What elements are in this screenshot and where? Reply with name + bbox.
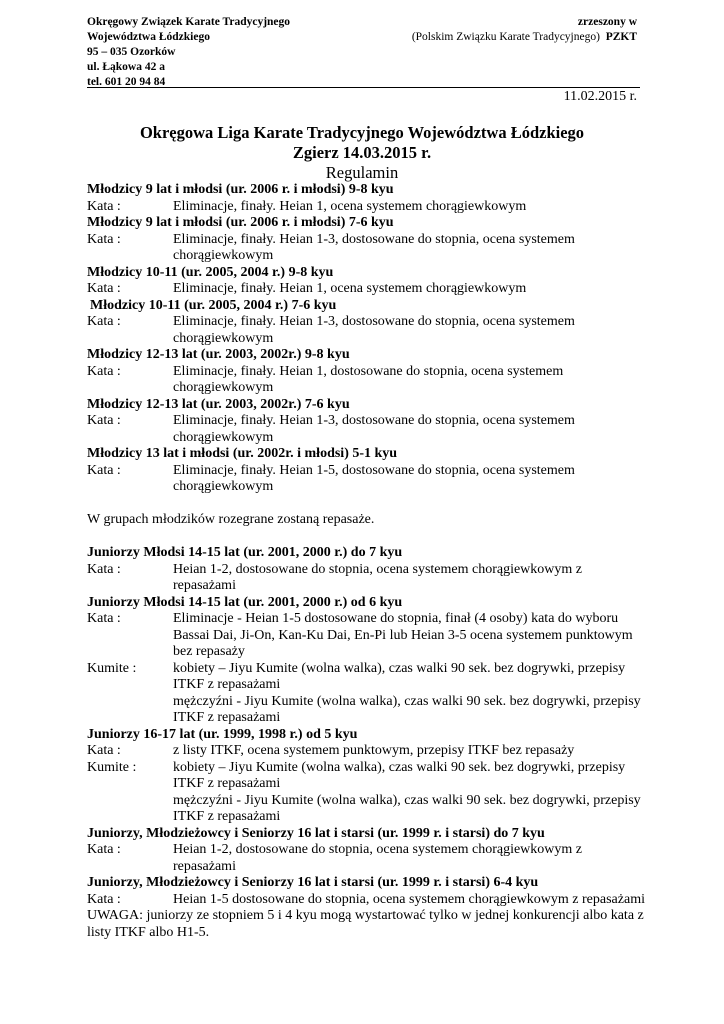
rule-row: [87, 743, 647, 760]
rule-row: [87, 463, 647, 496]
rule-row: [87, 661, 647, 694]
junior-groups: [87, 545, 647, 908]
rule-label: Kata :: [87, 743, 121, 758]
rule-text: Eliminacje, finały. Heian 1, dostosowane do stopnia, ocena systemem chorągiewkowym: [173, 363, 564, 395]
youth-groups: [87, 182, 647, 496]
rule-label: Kata :: [87, 281, 121, 296]
rule-label: Kata :: [87, 842, 121, 857]
category-title: Juniorzy, Młodzieżowcy i Seniorzy 16 lat i starsi (ur. 1999 r. i starsi) 6-4 kyu: [87, 875, 539, 890]
category-title: Młodzicy 12-13 lat (ur. 2003, 2002r.) 9-8 kyu: [87, 347, 350, 362]
rule-label: [87, 694, 173, 727]
warning-note: UWAGA: juniorzy ze stopniem 5 i 4 kyu mogą wystartować tylko w jednej konkurencji albo kata z listy ITKF albo H1-5.: [87, 908, 644, 940]
rule-label: Kata :: [87, 611, 121, 626]
affiliation-abbr: PZKT: [605, 31, 637, 43]
rule-label: Kata :: [87, 561, 121, 577]
repasaze-note: W grupach młodzików rozegrane zostaną repasaże.: [87, 512, 375, 527]
org-postal: 95 – 035 Ozorków: [87, 46, 176, 58]
category-title: Juniorzy Młodsi 14-15 lat (ur. 2001, 2000 r.) do 7 kyu: [87, 545, 403, 560]
rule-text: kobiety – Jiyu Kumite (wolna walka), czas walki 90 sek. bez dogrywki, przepisy ITKF z repasażami: [173, 660, 626, 692]
category-block: [87, 727, 647, 826]
category-block: [87, 446, 647, 496]
rule-text: mężczyźni - Jiyu Kumite (wolna walka), czas walki 90 sek. bez dogrywki, przepisy ITKF z repasażami: [173, 693, 641, 725]
category-block: [87, 182, 647, 215]
rule-label: Kumite :: [87, 660, 137, 676]
rule-row: [87, 611, 647, 661]
rule-text: Eliminacje, finały. Heian 1-3, dostosowane do stopnia, ocena systemem chorągiewkowym: [173, 314, 575, 346]
rule-text: z listy ITKF, ocena systemem punktowym, przepisy ITKF bez repasaży: [173, 743, 575, 758]
org-street: ul. Łąkowa 42 a: [87, 61, 165, 73]
category-title: Młodzicy 13 lat i młodsi (ur. 2002r. i młodsi) 5-1 kyu: [87, 446, 398, 461]
category-block: [87, 347, 647, 397]
category-title: Młodzicy 9 lat i młodsi (ur. 2006 r. i młodsi) 9-8 kyu: [87, 182, 394, 197]
category-title: Młodzicy 9 lat i młodsi (ur. 2006 r. i młodsi) 7-6 kyu: [87, 215, 394, 230]
rule-row: [87, 793, 647, 826]
category-block: [87, 298, 647, 348]
section-heading: Regulamin: [325, 163, 399, 182]
affiliation-line1: zrzeszony w: [577, 16, 637, 28]
rule-row: [87, 842, 647, 875]
rule-row: [87, 694, 647, 727]
category-title: Młodzicy 10-11 (ur. 2005, 2004 r.) 7-6 kyu: [90, 297, 337, 313]
rule-label: Kata :: [87, 231, 121, 247]
header-divider: [87, 87, 640, 88]
letterhead-affiliation: [412, 15, 637, 45]
category-block: [87, 545, 647, 595]
category-title: Juniorzy Młodsi 14-15 lat (ur. 2001, 2000 r.) od 6 kyu: [87, 594, 403, 610]
rule-row: [87, 199, 647, 216]
rule-row: [87, 232, 647, 265]
rule-label: Kata :: [87, 314, 121, 329]
rule-row: [87, 892, 647, 909]
rule-text: Eliminacje, finały. Heian 1, ocena systemem chorągiewkowym: [173, 281, 527, 296]
rule-text: mężczyźni - Jiyu Kumite (wolna walka), czas walki 90 sek. bez dogrywki, przepisy ITKF z repasażami: [173, 792, 641, 824]
rule-label: Kata :: [87, 413, 121, 428]
spacer: [87, 496, 647, 513]
rule-row: [87, 314, 647, 347]
rule-label: Kata :: [87, 198, 121, 214]
document-title: Okręgowa Liga Karate Tradycyjnego Województwa Łódzkiego: [139, 123, 585, 142]
letterhead-address: [87, 15, 290, 90]
rule-text: Eliminacje, finały. Heian 1-3, dostosowane do stopnia, ocena systemem chorągiewkowym: [173, 231, 575, 263]
category-block: [87, 265, 647, 298]
document-subtitle: Zgierz 14.03.2015 r.: [292, 143, 432, 162]
category-title: Juniorzy 16-17 lat (ur. 1999, 1998 r.) od 5 kyu: [87, 726, 358, 742]
rule-text: Heian 1-5 dostosowane do stopnia, ocena systemem chorągiewkowym z repasażami: [173, 891, 645, 907]
rule-label: Kumite :: [87, 759, 137, 775]
category-block: [87, 215, 647, 265]
rule-text: Eliminacje, finały. Heian 1-5, dostosowane do stopnia, ocena systemem chorągiewkowym: [173, 462, 575, 494]
rule-text: Eliminacje - Heian 1-5 dostosowane do stopnia, finał (4 osoby) kata do wyboru Bassai Dai, Ji-On, Kan-Ku Dai, En-Pi lub Heian 3-5 ocena systemem punktowym bez repasaży: [173, 611, 633, 659]
org-name-line1: Okręgowy Związek Karate Tradycyjnego: [87, 16, 291, 28]
category-block: [87, 826, 647, 876]
rule-label: Kata :: [87, 891, 121, 907]
category-block: [87, 595, 647, 727]
rule-row: [87, 364, 647, 397]
affiliation-full-name: (Polskim Związku Karate Tradycyjnego): [411, 31, 600, 43]
affiliation-line2: [412, 30, 637, 45]
rule-text: Heian 1-2, dostosowane do stopnia, ocena systemem chorągiewkowym z repasażami: [173, 561, 583, 593]
org-name-line2: Województwa Łódzkiego: [87, 31, 210, 43]
category-title: Młodzicy 12-13 lat (ur. 2003, 2002r.) 7-6 kyu: [87, 396, 350, 412]
rule-label: Kata :: [87, 363, 121, 379]
rule-text: kobiety – Jiyu Kumite (wolna walka), czas walki 90 sek. bez dogrywki, przepisy ITKF z repasażami: [173, 759, 626, 791]
category-block: [87, 397, 647, 447]
document-date: 11.02.2015 r.: [563, 89, 637, 104]
category-title: Juniorzy, Młodzieżowcy i Seniorzy 16 lat i starsi (ur. 1999 r. i starsi) do 7 kyu: [87, 825, 545, 841]
rule-label: Kata :: [87, 462, 121, 478]
rule-text: Heian 1-2, dostosowane do stopnia, ocena systemem chorągiewkowym z repasażami: [173, 842, 583, 874]
spacer: [87, 529, 647, 546]
category-block: [87, 875, 647, 908]
rule-row: [87, 760, 647, 793]
rule-label: [87, 793, 173, 826]
rule-row: [87, 281, 647, 298]
rule-text: Eliminacje, finały. Heian 1, ocena systemem chorągiewkowym: [173, 198, 527, 214]
rule-text: Eliminacje, finały. Heian 1-3, dostosowane do stopnia, ocena systemem chorągiewkowym: [173, 413, 575, 445]
org-phone: tel. 601 20 94 84: [87, 76, 166, 88]
regulation-body: [87, 182, 647, 941]
category-title: Młodzicy 10-11 (ur. 2005, 2004 r.) 9-8 kyu: [87, 264, 334, 280]
rule-row: [87, 413, 647, 446]
rule-row: [87, 562, 647, 595]
